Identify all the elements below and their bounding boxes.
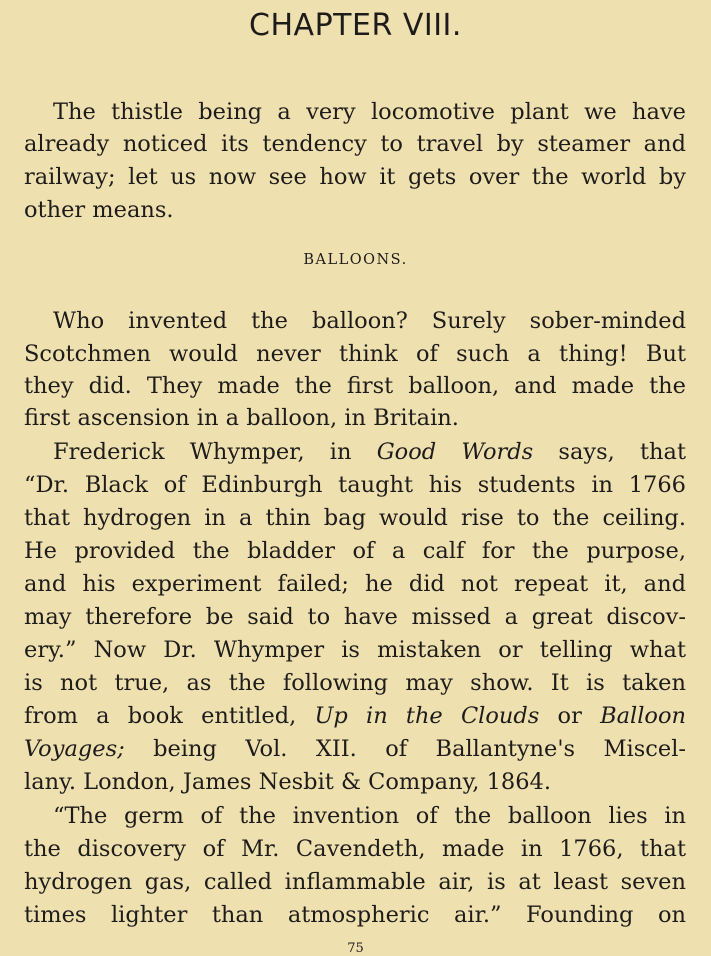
text-line: “The germ of the invention of the balloon lies in — [53, 803, 686, 829]
text-line: hydrogen gas, called inflammable air, is at least seven — [24, 869, 686, 895]
text-line: Frederick Whymper, in Good Words says, that — [53, 439, 686, 465]
text-line: railway; let us now see how it gets over the world by — [24, 164, 686, 190]
text-line: times lighter than atmospheric air.” Founding on — [24, 902, 686, 928]
text-line: already noticed its tendency to travel by steamer and — [24, 131, 686, 157]
chapter-title: CHAPTER VIII. — [249, 8, 462, 43]
section-heading: BALLOONS. — [303, 252, 408, 268]
text-line: “Dr. Black of Edinburgh taught his students in 1766 — [24, 472, 686, 498]
text-line: ery.” Now Dr. Whymper is mistaken or telling what — [24, 637, 686, 663]
text-line: other means. — [24, 197, 174, 223]
text-line: lany. London, James Nesbit & Company, 1864. — [24, 769, 552, 795]
text-line: He provided the bladder of a calf for the purpose, — [24, 538, 686, 564]
text-line: that hydrogen in a thin bag would rise to the ceiling. — [24, 505, 686, 531]
text-line: Who invented the balloon? Surely sober-minded — [53, 308, 686, 334]
text-line: the discovery of Mr. Cavendeth, made in 1766, that — [24, 836, 686, 862]
page-number: 75 — [347, 941, 364, 956]
text-line: Voyages; being Vol. XII. of Ballantyne's Miscel- — [24, 736, 686, 762]
text-line: first ascension in a balloon, in Britain. — [24, 405, 459, 431]
text-line: and his experiment failed; he did not repeat it, and — [24, 571, 686, 597]
text-line: The thistle being a very locomotive plant we have — [53, 99, 686, 125]
text-line: Scotchmen would never think of such a thing! But — [24, 341, 686, 367]
text-line: is not true, as the following may show. It is taken — [24, 670, 686, 696]
text-line: they did. They made the first balloon, and made the — [24, 373, 686, 399]
text-line: may therefore be said to have missed a great discov- — [24, 604, 686, 630]
text-line: from a book entitled, Up in the Clouds or Balloon — [24, 703, 686, 729]
